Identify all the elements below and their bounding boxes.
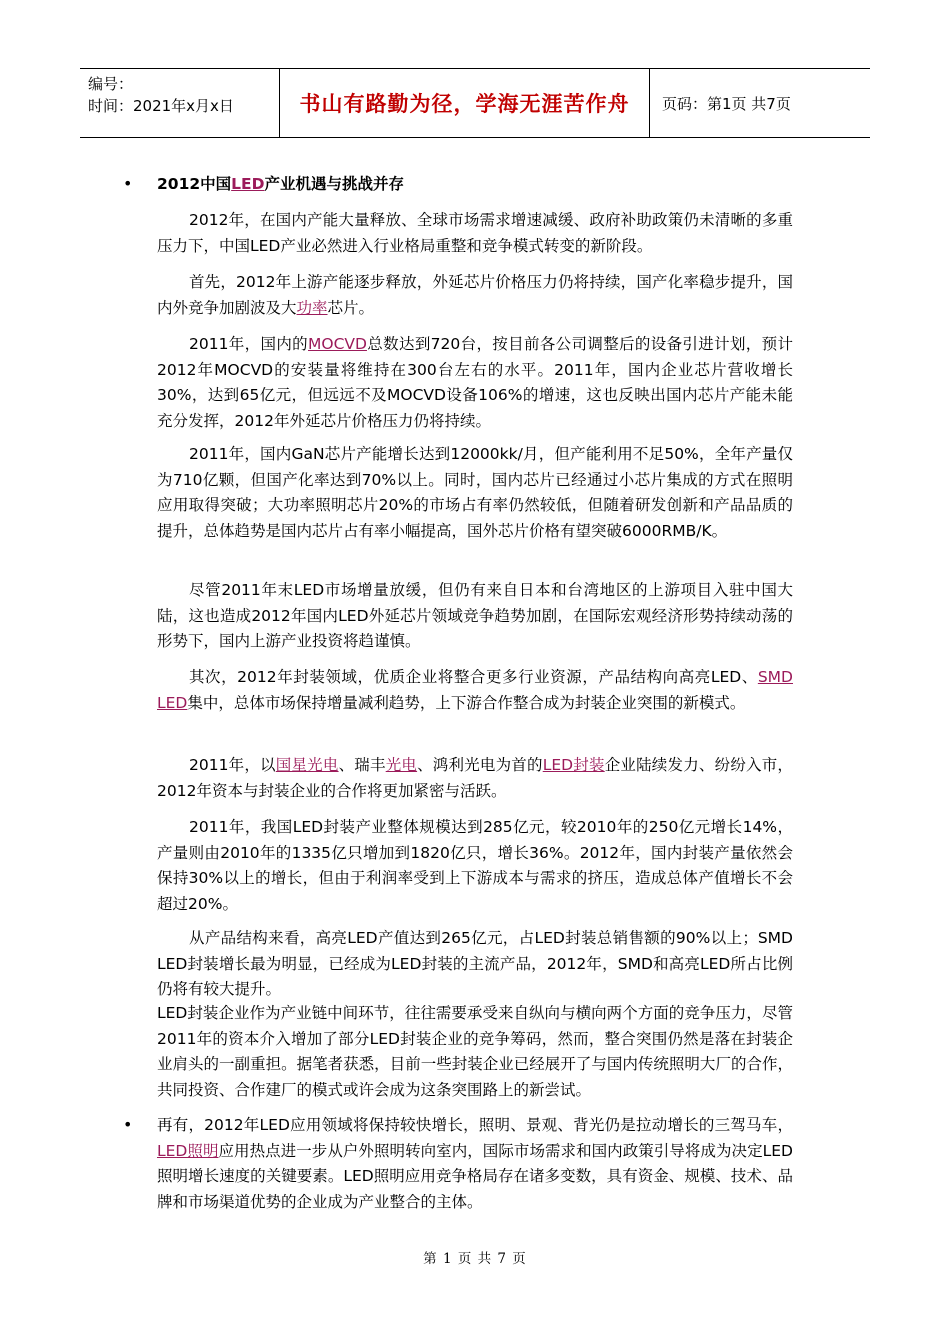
p3-text-post: 总数达到720台，按目前各公司调整后的设备引进计划，预计2012年MOCVD的安装量将维持在300台左右的水平。2011年，国内企业芯片营收增长30%，达到65亿元，但远远不及MOCVD设备106%的增速，这也反映出国内芯片产能未能充分发挥，2012年外延芯片价格压力仍将持续。 bbox=[157, 335, 793, 430]
heading-text-post: 产业机遇与挑战并存 bbox=[264, 175, 404, 193]
p6-text-pre: 其次，2012年封装领域，优质企业将整合更多行业资源，产品结构向高亮LED、 bbox=[189, 668, 758, 686]
link-guoxing[interactable]: 国星光电 bbox=[275, 756, 339, 774]
paragraph-5: 尽管2011年末LED市场增量放缓，但仍有来自日本和台湾地区的上游项目入驻中国大陆，这也造成2012年国内LED外延芯片领域竞争趋势加剧，在国际宏观经济形势持续动荡的形势下，国内上游产业投资将趋谨慎。 bbox=[157, 581, 793, 650]
paragraph-7 bbox=[157, 753, 793, 804]
p7-text-a: 2011年，以 bbox=[189, 756, 276, 774]
p2-text-post: 芯片。 bbox=[327, 298, 375, 317]
paragraph-2 bbox=[157, 270, 793, 321]
p7-text-d: 企业陆续发力、纷纷入市，2012年资本与封装企业的合作将更加紧密与活跃。 bbox=[157, 756, 793, 800]
link-mocvd[interactable]: MOCVD bbox=[308, 335, 367, 353]
paragraph-6 bbox=[157, 665, 793, 716]
paragraph-4: 2011年，国内GaN芯片产能增长达到12000kk/月，但产能利用不足50%，全年产量仅为710亿颗，但国产化率达到70%以上。同时，国内芯片已经通过小芯片集成的方式在照明应用取得突破；大功率照明芯片20%的市场占有率仍然较低，但随着研发创新和产品品质的提升，总体趋势是国内芯片占有率小幅提高，国外芯片价格有望突破6000RMB/K。 bbox=[157, 445, 793, 540]
link-led-lighting[interactable]: LED照明 bbox=[157, 1141, 219, 1160]
p7-text-c: 、鸿利光电为首的 bbox=[417, 756, 543, 774]
page-header bbox=[80, 68, 870, 138]
link-power[interactable]: 功率 bbox=[296, 298, 328, 317]
code-label: 编号： bbox=[88, 75, 134, 93]
page-info: 页码：第1页 共7页 bbox=[662, 94, 791, 113]
header-motto-cell bbox=[280, 69, 650, 137]
link-optoelectronics[interactable]: 光电 bbox=[385, 756, 418, 774]
paragraph-3 bbox=[157, 332, 793, 434]
page-footer: 第 1 页 共 7 页 bbox=[423, 1251, 527, 1267]
p3-text-pre: 2011年，国内的 bbox=[189, 335, 309, 353]
p11-text-post: 应用热点进一步从户外照明转向室内，国际市场需求和国内政策引导将成为决定LED照明增长速度的关键要素。LED照明应用竞争格局存在诸多变数，具有资金、规模、技术、品牌和市场渠道优势的企业成为产业整合的主体。 bbox=[157, 1141, 793, 1211]
paragraph-1: 2012年，在国内产能大量释放、全球市场需求增速减缓、政府补助政策仍未清晰的多重压力下，中国LED产业必然进入行业格局重整和竞争模式转变的新阶段。 bbox=[157, 211, 793, 255]
p6-text-post: 集中，总体市场保持增量减利趋势，上下游合作整合成为封装企业突围的新模式。 bbox=[187, 693, 746, 712]
motto-text: 书山有路勤为径，学海无涯苦作舟 bbox=[299, 92, 630, 116]
link-led[interactable]: LED bbox=[231, 175, 265, 193]
p11-text-pre: 再有，2012年LED应用领域将保持较快增长，照明、景观、背光仍是拉动增长的三驾马车， bbox=[157, 1116, 793, 1134]
paragraph-9: 从产品结构来看，高亮LED产值达到265亿元，占LED封装总销售额的90%以上；SMD LED封装增长最为明显，已经成为LED封装的主流产品，2012年，SMD和高亮LED所占比例仍将有较大提升。 bbox=[157, 929, 793, 998]
paragraph-8: 2011年，我国LED封装产业整体规模达到285亿元，较2010年的250亿元增长14%，产量则由2010年的1335亿只增加到1820亿只，增长36%。2012年，国内封装产量依然会保持30%以上的增长，但由于利润率受到上下游成本与需求的挤压，造成总体产值增长不会超过20%。 bbox=[157, 818, 793, 913]
section-heading bbox=[157, 172, 793, 198]
paragraph-10: LED封装企业作为产业链中间环节，往往需要承受来自纵向与横向两个方面的竞争压力，尽管2011年的资本介入增加了部分LED封装企业的竞争筹码，然而，整合突围仍然是落在封装企业肩头的一副重担。据笔者获悉，目前一些封装企业已经展开了与国内传统照明大厂的合作，共同投资、合作建厂的模式或许会成为这条突围路上的新尝试。 bbox=[157, 1004, 793, 1099]
link-smd-led[interactable]: SMD LED bbox=[157, 668, 793, 712]
bullet-icon: • bbox=[123, 174, 133, 193]
paragraph-11 bbox=[157, 1113, 793, 1215]
date-label: 时间：2021年x月x日 bbox=[88, 97, 234, 115]
p7-text-b: 、瑞丰 bbox=[338, 756, 386, 774]
heading-text-pre: 2012中国 bbox=[157, 175, 232, 193]
link-led-package[interactable]: LED封装 bbox=[542, 756, 605, 774]
p2-text-pre: 首先，2012年上游产能逐步释放，外延芯片价格压力仍将持续，国产化率稳步提升，国内外竞争加剧波及大 bbox=[157, 273, 793, 317]
header-page-cell bbox=[650, 69, 870, 137]
bullet-icon: • bbox=[123, 1115, 133, 1134]
header-meta-cell bbox=[80, 69, 280, 137]
